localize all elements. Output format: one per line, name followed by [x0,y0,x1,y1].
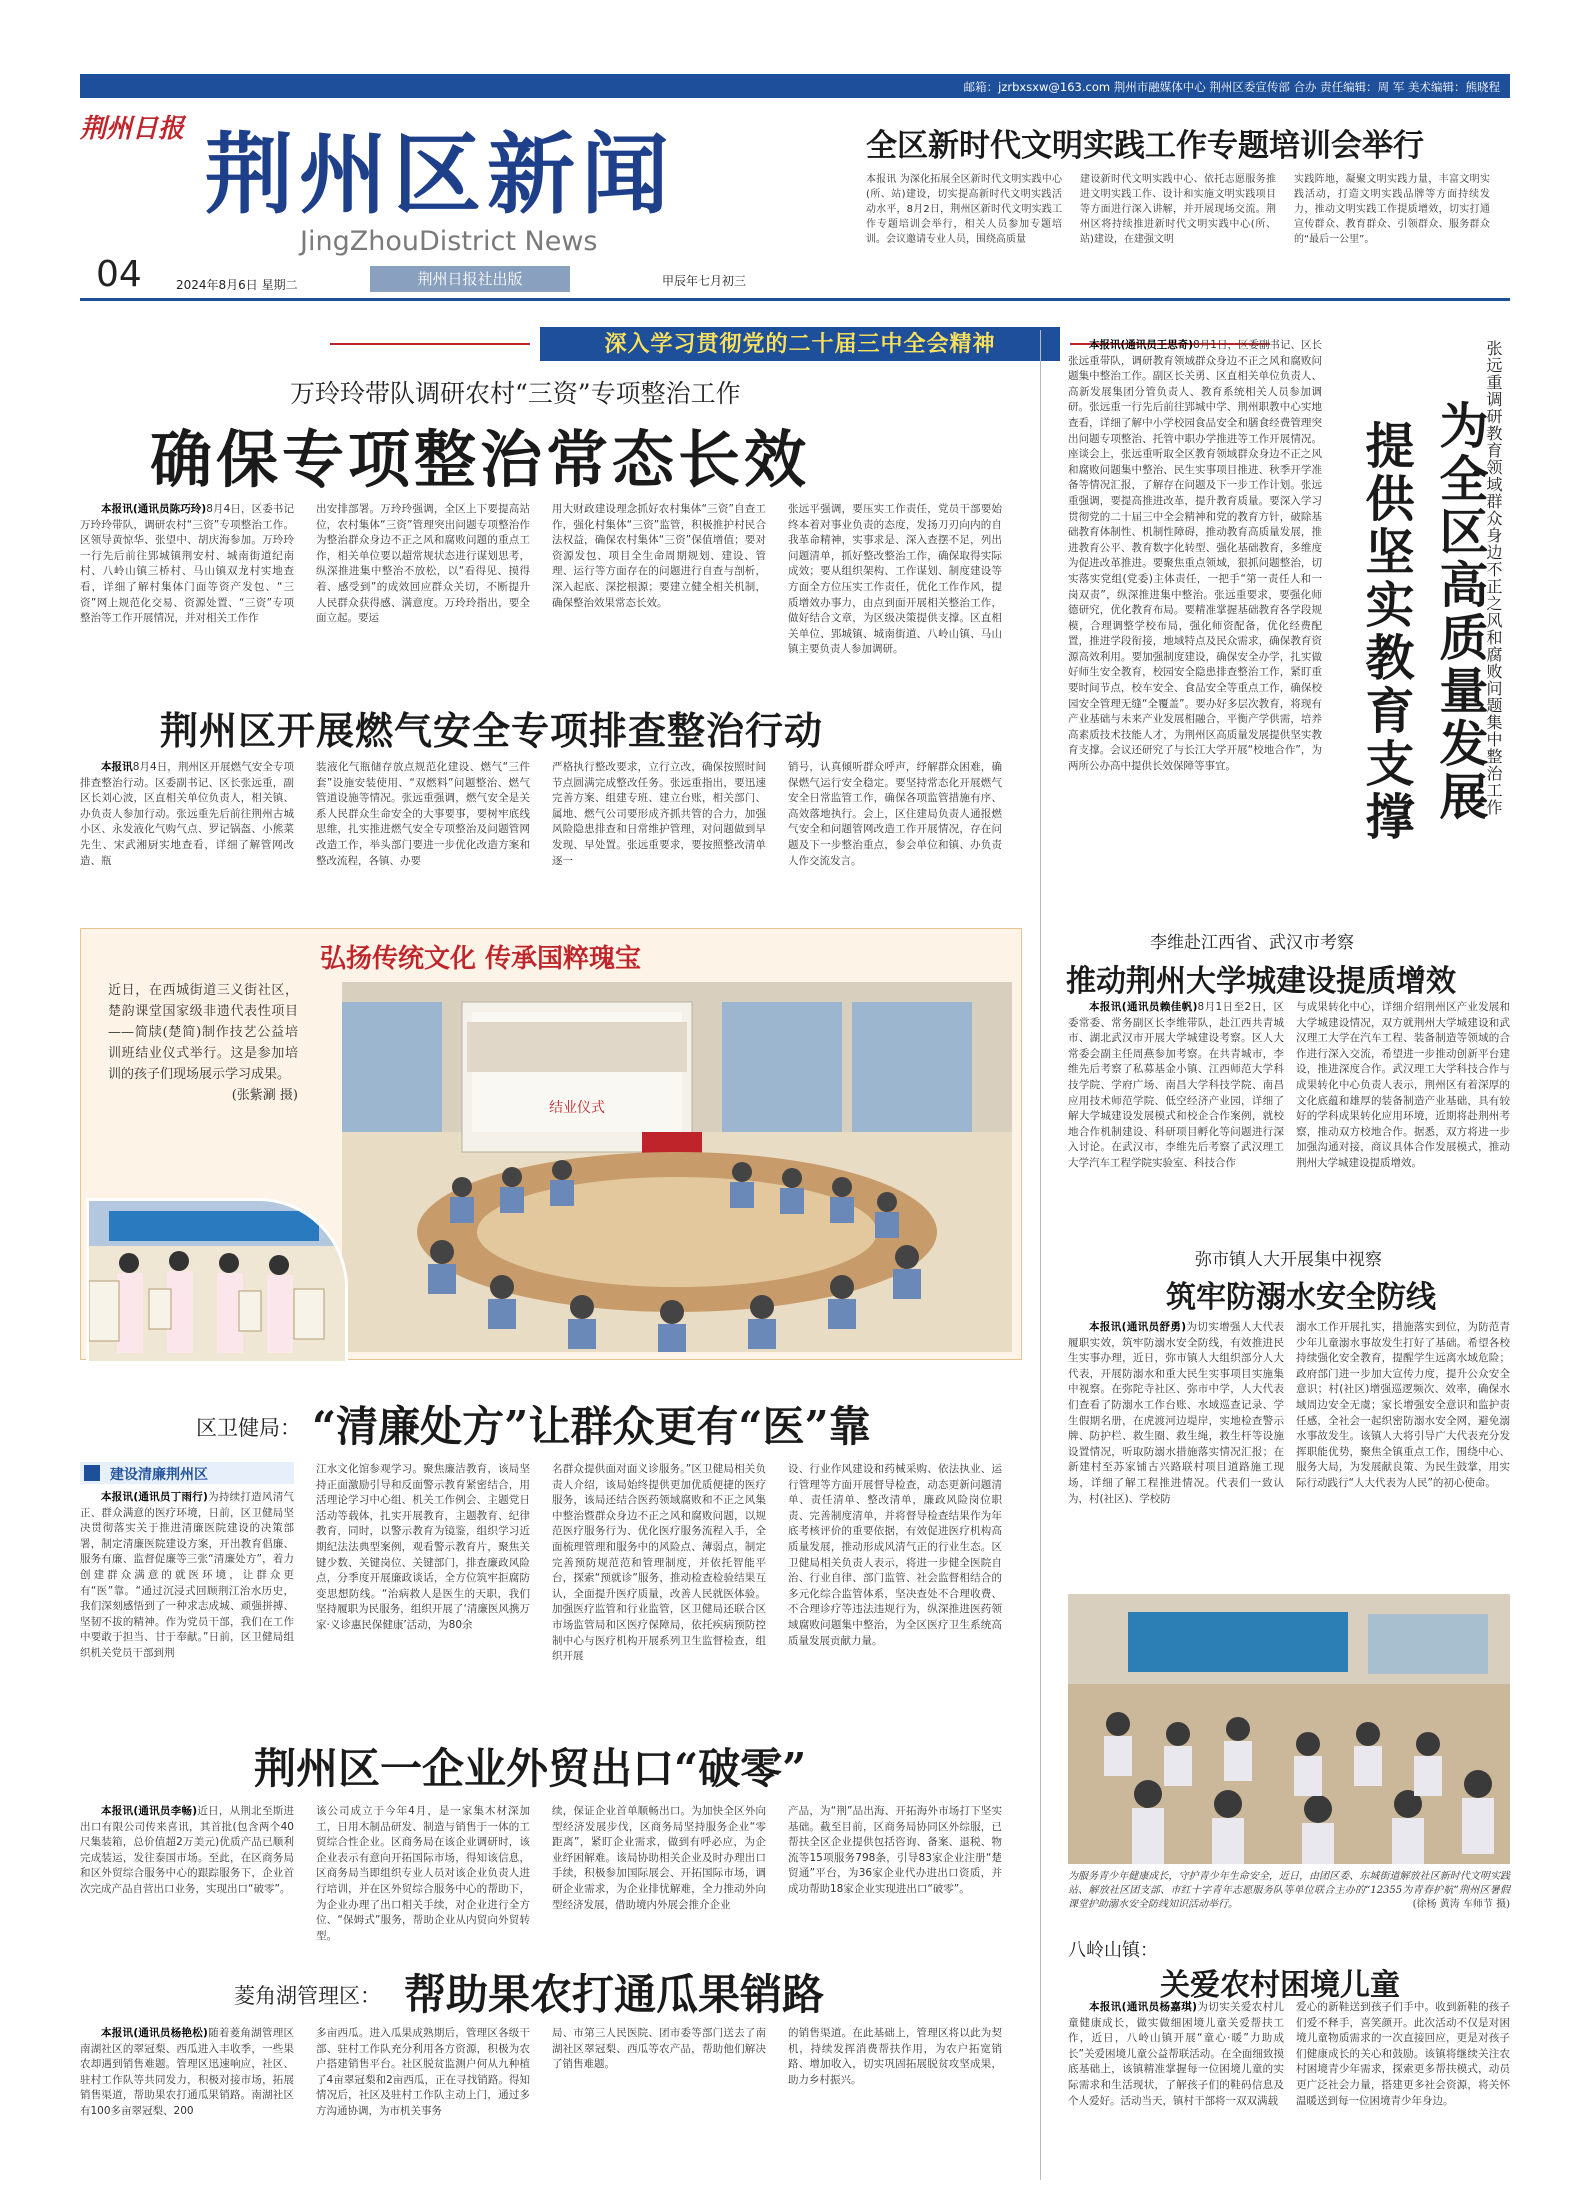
top-info-bar [80,74,1510,98]
article1-byline: 本报讯(通讯员陈巧玲) [101,503,207,515]
article3-title: “清廉处方”让群众更有“医”靠 [312,1402,871,1451]
article1-title: 确保专项整治常态长效 [150,423,811,496]
lunar-date: 甲辰年七月初三 [662,274,747,288]
photo-banner-text: 结业仪式 [549,1100,605,1116]
page-title-en: JingZhouDistrict News [300,226,598,257]
article2-byline: 本报讯 [101,761,133,773]
classroom-photo-svg [342,982,1012,1352]
article1-col3: 用大财政建设理念抓好农村集体“三资”自查工作，强化村集体“三资”监管，积极推护村民合法权益，确保农村集体“三资”保值增值；要对资源发包、项目全生命周期规划、建设、管理、运行等方面存在的问题进行自查与剖析，深入起底、深挖根源；要建立健全相关机制，确保整治效果常态长效。 [552,503,766,609]
right4-col2: 爱心的新鞋送到孩子们手中。收到新鞋的孩子们爱不释手，喜笑颜开。此次活动不仅是对困境儿童物质需求的一次直接回应，更是对孩子们健康成长的关心和鼓励。该镇将继续关注农村困境青少年需求，探索更多帮扶模式，动员更广泛社会力量，搭建更多社会资源，将关怀温暖送到每一位困境青少年身边。 [1296,2001,1510,2107]
article3-section: 区卫健局： [196,1416,301,1440]
right1-title-line1: 为全区高质量发展 [1432,400,1490,824]
article4-col1 [80,1804,294,1898]
right3-kicker: 弥市镇人大开展集中视察 [1195,1250,1382,1270]
column-logo-box [80,1462,294,1484]
article2-col2: 装液化气瓶储存放点规范化建设、燃气“三件套”设施安装使用、“双燃料”问题整治、燃气管道设施等情况。张远重强调，燃气安全是关系人民群众生命安全的大事要事，要树牢底线思维，扎实推进燃气安全专项整治及问题管网改造工作，举头部门要进一步优化改造方案和整改流程，各镇、办要 [316,761,530,867]
right4-byline: 本报讯(通讯员杨嘉琪) [1089,2001,1197,2013]
article2-col3: 严格执行整改要求，立行立改，确保按照时间节点圆满完成整改任务。张远重指出，要迅速完善方案、组建专班、建立台账，相关部门、属地、燃气公司要形成齐抓共管的合力，加强风险隐患排查和日常维护管理，对问题做到早发现、早处置。张远重要求，要按照整改清单逐一 [552,761,766,867]
publisher-tag: 荆州日报社出版 [370,266,570,292]
article4-col2: 该公司成立于今年4月，是一家集木材深加工，日用木制品研发、制造与销售于一体的工贸综合性企业。区商务局在该企业调研时，该企业表示有意向开拓国际市场，得知该信息，区商务局当即组织专业人员对该企业负责人进行培训，并在区外贸综合服务中心的帮助下，为企业办理了出口相关手续，对企业进行全方位、“保姆式”服务，帮助企业从内贸向外贸转型。 [316,1805,530,1942]
right4-col1 [1068,2000,1284,2109]
article5-byline: 本报讯(通讯员杨艳松) [101,2027,208,2039]
right1-text: 8月1日，区委副书记、区长张远重带队，调研教育领域群众身边不正之风和腐败问题集中整治工作。副区长关勇、区直相关单位负责人、高新发展集团分管负责人、教育系统相关人员参加调研。张远重一行先后前往郢城中学、荆州职教中心实地查看，详细了解中小学校园食品安全和膳食经费管理突出问题专项整治、托管中职办学推进等工作开展情况。座谈会上，张远重听取全区教育领域群众身边不正之风和腐败问题集中整治、民生实事项目推进、秋季开学准备等情况汇报，了解存在问题及下一步工作计划。张远重强调，要提高推进改革，提升教育质量。要深入学习贯彻党的二十届三中全会精神和党的教育方针，破除基础教育体制性、机制性障碍，推动教育高质量发展，推进教育公平、教育数字化转型、强化基础教育，多维度为促进改革推进。要聚焦重点领域，狠抓问题整治，切实落实党组(党委)主体责任，一把手“第一责任人和一岗双责”，纵深推进集中整治。张远重要求，要强化师德研究，优化教育布局。要精准掌握基础教育各学段规模，合理调整学校布局，强化师资配备，优化经费配置，推进学段衔接，地域特点及民众需求，确保教育资源高效利用。要加强制度建设，确保安全办学，扎实做好师生安全教育，校园安全隐患排查整治工作，紧盯重要时间节点，校车安全、食品安全等重点工作，确保校园安全管理无缝“全覆盖”。要办好多层次教育，将现有产业基础与未来产业发展相融合，平衡产学供需，培养高素质技术技能人才，为荆州区高质量发展提供坚实教育支撑。会议还研究了与长江大学开展“校地合作”，为两所公办高中提供长效保障等事宜。 [1068,339,1322,773]
photo-credit: (张紫涮 摄) [231,1088,298,1103]
article3-col1-text: 为持续打造风清气正、群众满意的医疗环境，日前，区卫健局坚决贯彻落实关于推进清廉医院建设的决策部署，制定清廉医院建设方案，开出教育倡廉、服务有廉、监督促廉等三张“清廉处方”，着力创建群众满意的就医环境，让群众更有“医”靠。“通过沉浸式回顾荆江治水历史，我们深刻感悟到了一种求志成城、顽强拼搏、坚韧不拔的精神。作为党员干部，我们在工作中要敢于担当、甘于奉献。”日前，区卫健局组织机关党员干部到荆 [80,1491,295,1659]
header-rule [80,298,1510,301]
right3-byline: 本报讯(通讯员舒勇) [1089,1321,1187,1333]
article1-col1 [80,502,294,627]
top-right-col1: 本报讯 为深化拓展全区新时代文明实践中心(所、站)建设，切实提高新时代文明实践活动水平，8月2日，荆州区新时代文明实践工作专题培训会举行，相关人员参加专题培训。会议邀请专业人员，围绕高质量 [866,174,1062,245]
children-inset-svg [89,1201,345,1361]
top-right-headline: 全区新时代文明实践工作专题培训会举行 [866,128,1424,164]
article3-col1 [80,1490,294,1662]
right1-byline: 本报讯(通讯员王思奇) [1089,339,1194,351]
classroom-photo [342,982,1012,1352]
top-right-col3: 实践阵地，凝聚文明实践力量，丰富文明实践活动，打造文明实践品牌等方面持续发力，推动文明实践工作提质增效，切实打通宣传群众、教育群众、引领群众、服务群众的“最后一公里”。 [1294,174,1490,245]
article4-col4: 产品，为“荆”品出海、开拓海外市场打下坚实基础。截至目前，区商务局协同区外综服，已帮扶全区企业提供包括咨询、备案、退税、物流等15项服务798条，引导83家企业注册“楚贸通”平台，为36家企业代办进出口资质，并成功帮助18家企业实现进出口“破零”。 [788,1805,1002,1895]
article3-col3: 名群众提供面对面义诊服务。”区卫健局相关负责人介绍，该局始终提供更加优质便捷的医疗服务，该局还结合医药领域腐败和不正之风集中整治暨群众身边不正之风和腐败问题，以规范医疗服务行为、优化医疗服务流程入手，全面梳理管理和服务中的风险点、薄弱点，制定完善预防规范范和管理制度，并依托智能平台，探索“预就诊”服务，推动检查检验结果互认，全面提升医疗质量，改善人民就医体验。加强医疗监管和行业监管，区卫健局还联合区市场监管局和区医疗保障局，依托疾病预防控制中心与医疗机构开展系列卫生监督检查，组织开展 [552,1463,766,1663]
right3-col1-text: 为切实增强人大代表履职实效，筑牢防溺水安全防线，有效推进民生实事办理，近日，弥市镇人大组织部分人大代表，开展防溺水和重大民生实事项目实施集中视察。在弥陀寺社区、弥市中学，人大代表们查看了防溺水工作台账、水域巡查记录、学生假期名册，在虎渡河边堤岸，实地检查警示牌、防护栏、救生圈、救生绳，救生杆等设施设置情况，听取防溺水措施落实情况汇报；在新建村至苏家铺古兴路联村项目道路施工现场，详细了解工程推进情况。代表们一致认为，村(社区)、学校防 [1068,1321,1284,1505]
article4-col3: 续，保证企业首单顺畅出口。为加快全区外向型经济发展步伐，区商务局坚持服务企业“零距离”，紧盯企业需求，做到有呼必应，为企业纾困解难。该局协助相关企业及时办理出口手续，积极参加国际展会、开拓国际市场，调研企业需求，为企业排忧解难，全力推动外向型经济发展，借助境内外展会推介企业 [552,1805,766,1911]
column-logo-text: 建设清廉荆州区 [110,1467,208,1483]
right3-col1 [1068,1320,1284,1507]
article2-col1 [80,760,294,869]
right2-kicker: 李维赴江西省、武汉市考察 [1150,933,1354,953]
newspaper-logo: 荆州日报 [80,114,185,144]
article5-col4: 的销售渠道。在此基础上，管理区将以此为契机，持续发挥消费帮扶作用，为农户拓宽销路、增加收入，切实巩固拓展脱贫攻坚成果，助力乡村振兴。 [788,2027,1002,2086]
article1-kicker: 万玲玲带队调研农村“三资”专项整治工作 [290,379,741,408]
right1-body [1068,338,1322,775]
right3-title: 筑牢防溺水安全防线 [1166,1280,1436,1315]
article5-section: 菱角湖管理区： [234,1984,381,2008]
article3-byline: 本报讯(通讯员丁雨行) [101,1491,208,1503]
top-right-col2: 建设新时代文明实践中心、依托志愿服务推进文明实践工作、设计和实施文明实践项目等方面进行深入讲解，并开展现场交流。荆州区将持续推进新时代文明实践中心(所、站)建设，在建强文明 [1080,174,1276,245]
right2-col2: 与成果转化中心，详细介绍荆州区产业发展和大学城建设情况，双方就荆州大学城建设和武汉理工大学在汽车工程、装备制造等领域的合作进行深入交流，希望进一步推动创新平台建设，推进深度合作。武汉理工大学科技合作与成果转化中心负责人表示，荆州区有着深厚的文化底蕴和雄厚的装备制造产业基础，具有较好的学科成果转化应用环境，近期将赴荆州考察，推动双方校地合作。据悉，双方将进一步加强沟通对接，商议具体合作发展模式，推动荆州大学城建设提质增效。 [1296,1001,1510,1169]
article4-byline: 本报讯(通讯员李畅) [101,1805,198,1817]
right4-section: 八岭山镇： [1068,1940,1158,1961]
right1-title-line2: 提供坚实教育支撑 [1358,420,1416,844]
article5-col1 [80,2026,294,2120]
top-info-text: 邮箱：jzrbxsxw@163.com 荆州市融媒体中心 荆州区委宣传部 合办 责任编辑：周 军 美术编辑：熊晓程 [963,80,1500,94]
article5-col2: 多亩西瓜。进入瓜果成熟期后，管理区各级干部、驻村工作队充分利用各方资源，积极为农户搭建销售平台。社区脱贫监测户何从九种植了4亩翠冠梨和2亩西瓜，正在寻找销路。得知情况后，社区及驻村工作队主动上门，通过多方沟通协调，为市机关事务 [316,2027,530,2117]
photo-feature-caption [108,980,298,1106]
right2-byline: 本报讯(通讯员赖佳帆) [1089,1001,1198,1013]
right4-title: 关爱农村困境儿童 [1160,1968,1400,2003]
classroom-safety-svg [1068,1594,1510,1864]
article2-title: 荆州区开展燃气安全专项排查整治行动 [160,708,824,753]
article5-col1-text: 随着菱角湖管理区南湖社区的翠冠梨、西瓜进入丰收季，一些果农却遇到销售难题。管理区迅速响应，社区、驻村工作队等共同发力，积极对接市场，拓展销售渠道，帮助果农打通瓜果销路。南湖社区有100多亩翠冠梨、200 [80,2027,295,2117]
article4-title: 荆州区一企业外贸出口“破零” [254,1744,807,1793]
article1-col4: 张远平强调，要压实工作责任，党员干部要始终本着对事业负责的态度，发扬刀刃向内的自我革命精神，实事求是、深入查摆不足，列出问题清单，抓好整改整治工作，确保取得实际成效；要从组织架构、工作谋划、制度建设等方面全方位压实工作责任，优化工作作风，提质增效办事力，由点到面开展相关整治工作，做好结合文章，为区级决策提供支撑。区直相关单位、郢城镇、城南街道、八岭山镇、马山镇主要负责人参加调研。 [788,503,1002,656]
column-divider [1040,330,1041,2180]
banner-left-line [330,343,530,345]
photo-caption-text: 近日，在西城街道三义街社区，楚韵课堂国家级非遗代表性项目——简牍(楚简)制作技艺公益培训班结业仪式举行。这是参加培训的孩子们现场展示学习成果。 [108,983,298,1082]
page-number: 04 [96,254,142,295]
article1-col1-text: 8月4日，区委书记万玲玲带队，调研农村“三资”专项整治工作。区领导黄惊华、张望中、胡庆海参加。万玲玲一行先后前往郢城镇荆安村、城南街道纪南村、八岭山镇三桥村、马山镇双龙村实地查看，详细了解村集体门面等资产发包、“三资”网上规范化交易、资源处置、“三资”专项整治等工作开展情况，并对相关工作作 [80,503,294,625]
photo-feature-headline: 弘扬传统文化 传承国粹瑰宝 [320,944,642,974]
article5-title: 帮助果农打通瓜果销路 [404,1970,825,2019]
right4-col1-text: 为切实关爱农村儿童健康成长，做实做细困境儿童关爱帮扶工作，近日，八岭山镇开展“童心·暖”力助成长”关爱困境儿童公益帮联活动。在全面细致摸底基础上，该镇精准掌握每一位困境儿童的实际需求和生活现状，了解孩子们的鞋码信息及个人爱好。活动当天，镇村干部将一双双满载 [1068,2001,1284,2107]
children-inset-photo [86,1198,348,1364]
right3-photo-credit: (徐杨 黄涛 车师节 摄) [1412,1899,1510,1910]
right2-col1-text: 8月1日至2日，区委常委、常务副区长李维带队，赴江西共青城市、湖北武汉市开展大学城建设考察。区人大常委会副主任周燕参加考察。在共青城市，李维先后考察了私募基金小镇、江西师范大学科技学院、学府广场、南昌大学科技学院、南昌应用技术师范学院、低空经济产业园，详细了解大学城建设发展模式和校企合作案例，就校地合作机制建设、科研项目孵化等问题进行深入讨论。在武汉市，李维先后考察了武汉理工大学汽车工程学院实验室、科技合作 [1068,1001,1284,1169]
theme-banner: 深入学习贯彻党的二十届三中全会精神 [540,327,1060,361]
page-title: 荆州区新闻 [205,122,676,226]
issue-date: 2024年8月6日 星期二 [176,278,298,292]
article1-col2: 出安排部署。万玲玲强调，全区上下要提高站位，农村集体“三资”管理突出问题专项整治作为整治群众身边不正之风和腐败问题的重点工作，相关单位要以超常规状态进行谋划思考，纵深推进集中整治不放松，以“看得见、摸得着、感受到”的成效回应群众关切，不断提升人民群众获得感、满意度。万玲玲指出，要全面立起。要运 [316,503,530,625]
article2-col4: 销号，认真倾听群众呼声，纾解群众困难，确保燃气运行安全稳定。要坚持常态化开展燃气安全日常监管工作，确保各项监管措施有序、高效落地执行。会上，区住建局负责人通报燃气安全和问题管网改造工作开展情况，存在问题及下一步整治重点，参会单位和镇、办负责人作交流发言。 [788,761,1002,867]
column-logo-icon [84,1465,100,1481]
right1-subtitle: 张远重调研教育领域群众身边不正之风和腐败问题集中整治工作 [1484,340,1503,816]
right3-caption-text: 为服务青少年健康成长，守护青少年生命安全，近日，由团区委、东城街道解放社区新时代文明实践站、解放社区团支部、市红十字青年志愿服务队等单位联合主办的“12355为青春护航”荆州区暑假课堂护助溺水安全防线知识活动举行。 [1068,1871,1510,1910]
article3-col2: 江水文化馆参观学习。聚焦廉洁教育，该局坚持正面激励引导和反面警示教育紧密结合，用活理论学习中心组、机关工作例会、主题党日活动等载体，扎实开展教育，主题教育、纪律教育，同时，以警示教育为镜鉴，组织学习近期纪法法典型案例，观看警示教育片，聚焦关键少数、关键岗位、关键部门，排查廉政风险点，分季度开展廉政谈话，全方位筑牢拒腐防变思想防线。“治病救人是医生的天职，我们坚持履职为民服务，组织开展了‘清廉医风携万家·义诊惠民保健康’活动，为80余 [316,1463,530,1631]
right3-photo-caption [1068,1870,1510,1912]
classroom-safety-photo [1068,1594,1510,1864]
article2-col1-text: 8月4日，荆州区开展燃气安全专项排查整治行动。区委副书记、区长张远重，副区长刘心波，区直相关单位负责人，相关镇、办负责人参加行动。张远重先后前往荆州古城小区、永发液化气购气点、罗记锅盔、小熊菜先生、宋武湘厨实地查看，详细了解管网改造、瓶 [80,761,294,867]
article5-col3: 局、市第三人民医院、团市委等部门送去了南湖社区翠冠梨、西瓜等农产品，帮助他们解决了销售难题。 [552,2027,766,2071]
right2-col1 [1068,1000,1284,1172]
right3-col2: 溺水工作开展扎实，措施落实到位，为防范青少年儿童溺水事故发生打好了基础。希望各校持续强化安全教育，提醒学生远离水域危险；政府部门进一步加大宣传力度，提升公众安全意识；村(社区)增强巡逻频次、效率，确保水域周边安全无虞；家长增强安全意识和监护责任感，全社会一起织密防溺水安全网，避免溺水事故发生。该镇人大将引导广大代表充分发挥职能优势，聚焦全镇重点工作，围绕中心、服务大局，为发展献良策、为民生鼓掌，用实际行动践行“人大代表为人民”的初心使命。 [1296,1321,1510,1489]
right2-title: 推动荆州大学城建设提质增效 [1066,964,1456,999]
article4-col1-text: 近日，从荆北至斯进出口有限公司传来喜讯，其首批(包含两个40尺集装箱，总价值超2万美元)优质产品已顺利完成装运，发往泰国市场。至此，在区商务局和区外贸综合服务中心的跟踪服务下，企业首次完成产品自营出口业务，实现出口“破零”。 [80,1805,294,1895]
article3-col4: 设、行业作风建设和药械采购、依法执业、运行管理等方面开展督导检查，动态更新问题清单、责任清单、整改清单，廉政风险岗位职责、完善制度清单，并将督导检查结果作为年底考核评价的重要依据，有效促进医疗机构高质量发展，推动形成风清气正的行业生态。区卫健局相关负责人表示，将进一步健全医院自治、行业自律、部门监管、社会监督相结合的多元化综合监管体系，坚决查处不合理收费、不合理诊疗等违法违规行为，纵深推进医药领域腐败问题集中整治，为全区医疗卫生系统高质量发展贡献力量。 [788,1463,1002,1647]
